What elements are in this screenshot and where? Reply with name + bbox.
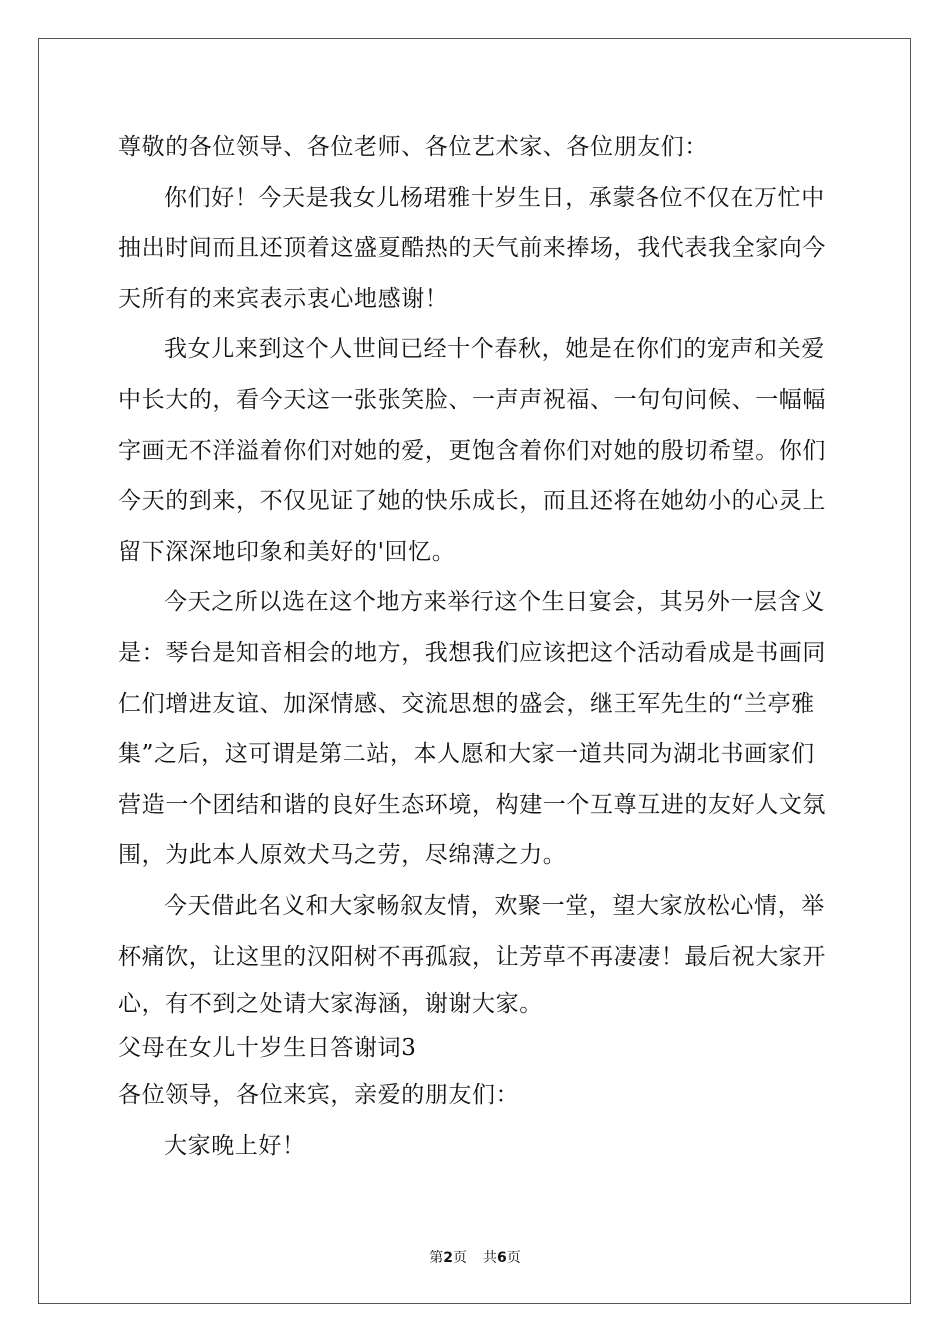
- paragraph-line: 中长大的，看今天这一张张笑脸、一声声祝福、一句句问候、一幅幅: [118, 386, 826, 413]
- paragraph-line: 今天之所以选在这个地方来举行这个生日宴会，其另外一层含义: [164, 589, 825, 616]
- paragraph-line: 仁们增进友谊、加深情感、交流思想的盛会，继王军先生的“兰亭雅: [118, 690, 815, 717]
- salutation-line: 尊敬的各位领导、各位老师、各位艺术家、各位朋友们：: [118, 134, 708, 160]
- paragraph-line: 围，为此本人原效犬马之劳，尽绵薄之力。: [118, 842, 567, 869]
- salutation-line: 各位领导，各位来宾，亲爱的朋友们：: [118, 1082, 520, 1109]
- paragraph-line: 字画无不洋溢着你们对她的爱，更饱含着你们对她的殷切希望。你们: [118, 437, 826, 464]
- paragraph-line: 留下深深地印象和美好的'回忆。: [118, 538, 456, 565]
- page-suffix: 页: [453, 1250, 467, 1266]
- paragraph-line: 今天借此名义和大家畅叙友情，欢聚一堂，望大家放松心情，举: [164, 892, 825, 919]
- paragraph-line: 天所有的来宾表示衷心地感谢！: [118, 285, 449, 312]
- paragraph-line: 集”之后，这可谓是第二站，本人愿和大家一道共同为湖北书画家们: [118, 741, 815, 768]
- page-footer: [0, 1247, 950, 1267]
- paragraph-line: 营造一个团结和谐的良好生态环境，构建一个互尊互进的友好人文氛: [118, 791, 826, 818]
- paragraph-line: 心，有不到之处请大家海涵，谢谢大家。: [118, 991, 543, 1018]
- page-prefix: 第: [429, 1250, 444, 1266]
- page-number: 2: [443, 1250, 453, 1266]
- total-suffix: 页: [506, 1250, 521, 1266]
- section-heading: 父母在女儿十岁生日答谢词3: [118, 1035, 417, 1062]
- total-prefix: 共: [483, 1250, 497, 1266]
- greeting-line: 大家晚上好！: [164, 1132, 306, 1159]
- paragraph-line: 抽出时间而且还顶着这盛夏酷热的天气前来捧场，我代表我全家向今: [118, 235, 826, 262]
- paragraph-line: 我女儿来到这个人世间已经十个春秋，她是在你们的宠声和关爱: [164, 336, 825, 363]
- document-body: [118, 122, 838, 1171]
- paragraph-line: 你们好！今天是我女儿杨珺雅十岁生日，承蒙各位不仅在万忙中: [164, 184, 825, 211]
- paragraph-line: 今天的到来，不仅见证了她的快乐成长，而且还将在她幼小的心灵上: [118, 488, 826, 515]
- paragraph-line: 是：琴台是知音相会的地方，我想我们应该把这个活动看成是书画同: [118, 639, 826, 666]
- paragraph-line: 杯痛饮，让这里的汉阳树不再孤寂，让芳草不再凄凄！最后祝大家开: [118, 943, 826, 970]
- total-pages: 6: [497, 1250, 507, 1266]
